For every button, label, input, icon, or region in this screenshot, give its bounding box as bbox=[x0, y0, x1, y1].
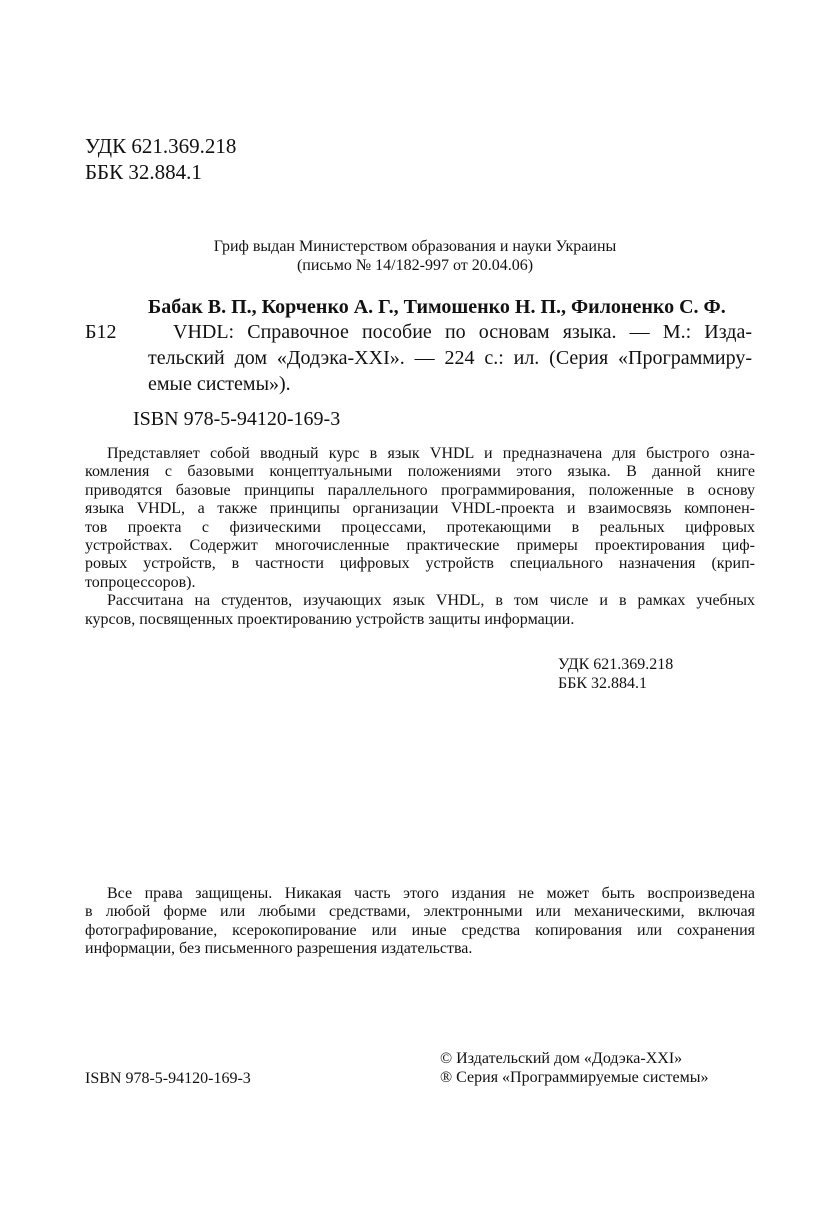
description-line: тельский дом «Додэка-XXI». — 224 с.: ил. (Серия «Программиру- bbox=[148, 347, 752, 369]
annotation bbox=[85, 445, 755, 629]
classification-block-bottom bbox=[558, 655, 673, 693]
bbk-code-bottom: ББК 32.884.1 bbox=[558, 675, 648, 692]
grif-line-1: Гриф выдан Министерством образования и науки Украины bbox=[213, 238, 617, 255]
copyright-publisher: © Издательский дом «Додэка-XXI» bbox=[440, 1050, 683, 1067]
rights-line: информации, без письменного разрешения издательства. bbox=[85, 940, 473, 958]
author-index-code: Б12 bbox=[85, 321, 117, 343]
annotation-line: Представляет собой вводный курс в язык VHDL и предназначена для быстрого озна- bbox=[107, 445, 755, 462]
isbn-catalog: ISBN 978-5-94120-169-3 bbox=[133, 408, 341, 430]
annotation-line: Рассчитана на студентов, изучающих язык VHDL, в том числе и в рамках учебных bbox=[107, 592, 755, 610]
approval-stamp-text bbox=[90, 237, 740, 275]
copyright-block bbox=[440, 1049, 708, 1087]
udk-code-bottom: УДК 621.369.218 bbox=[558, 656, 674, 673]
authors-list: Бабак В. П., Корченко А. Г., Тимошенко Н. П., Филоненко С. Ф. bbox=[148, 296, 726, 318]
rights-notice bbox=[85, 885, 755, 959]
description-line: VHDL: Справочное пособие по основам языка. — М.: Изда- bbox=[173, 321, 752, 343]
annotation-line: курсов, посвященных проектированию устройств защиты информации. bbox=[85, 610, 575, 628]
annotation-line: приводятся базовые принципы параллельного программирования, положенные в основу bbox=[85, 481, 755, 499]
annotation-line: языка VHDL, а также принципы организации VHDL-проекта и взаимосвязь компонен- bbox=[85, 500, 755, 518]
isbn-footer: ISBN 978-5-94120-169-3 bbox=[85, 1070, 251, 1087]
rights-line: фотографирование, ксерокопирование или иные средства копирования или сохранения bbox=[85, 921, 755, 939]
rights-line: в любой форме или любыми средствами, электронными или механическими, включая bbox=[85, 903, 755, 921]
copyright-series: ® Серия «Программируемые системы» bbox=[440, 1069, 709, 1086]
annotation-line: ровых устройств, в частности цифровых устройств специального назначения (крип- bbox=[85, 555, 755, 573]
rights-line: Все права защищены. Никакая часть этого издания не может быть воспроизведена bbox=[107, 885, 755, 902]
bbk-code: ББК 32.884.1 bbox=[85, 160, 202, 184]
annotation-line: топроцессоров). bbox=[85, 573, 196, 591]
bibliographic-description bbox=[148, 319, 752, 397]
grif-line-2: (письмо № 14/182-997 от 20.04.06) bbox=[296, 257, 534, 274]
annotation-line: устройствах. Содержит многочисленные практические примеры проектирования циф- bbox=[85, 537, 755, 555]
classification-block-top bbox=[85, 133, 236, 185]
description-line: емые системы»). bbox=[148, 373, 291, 395]
udk-code: УДК 621.369.218 bbox=[85, 134, 237, 158]
annotation-line: комления с базовыми концептуальными положениями этого языка. В данной книге bbox=[85, 463, 755, 481]
annotation-line: тов проекта с физическими процессами, протекающими в реальных цифровых bbox=[85, 518, 755, 536]
